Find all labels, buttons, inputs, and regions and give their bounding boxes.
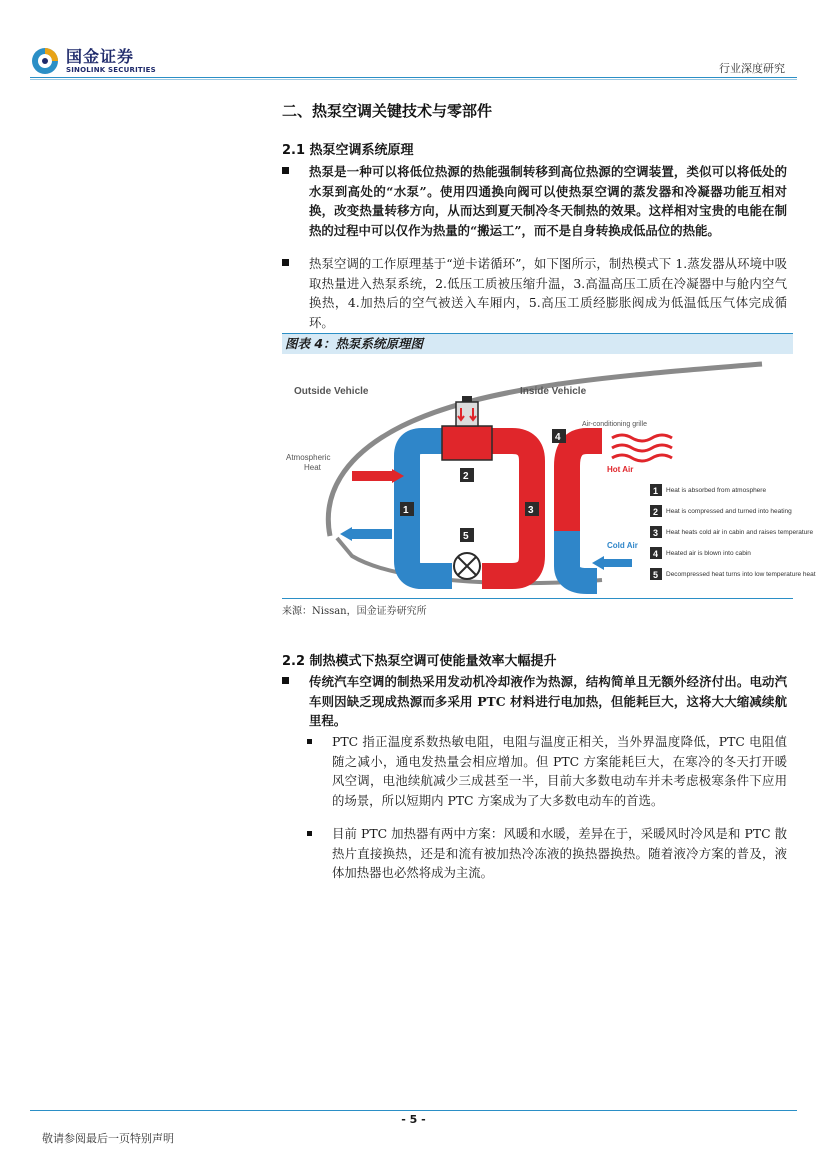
return-pipe [407, 561, 452, 576]
bullet-paragraph-principle [282, 254, 787, 332]
subsection-title-2-1: 2.1 热泵空调系统原理 [282, 143, 414, 158]
legend-text-1: Heat is absorbed from atmosphere [666, 487, 767, 494]
marker-3-label: 3 [528, 505, 534, 516]
logo-mark-icon [30, 46, 60, 76]
bullet-icon [282, 167, 289, 174]
legend-text-5: Decompressed heat turns into low temperature heat [666, 571, 816, 578]
company-logo [30, 44, 156, 78]
compressor-block [442, 426, 492, 460]
bullet-icon [282, 677, 289, 684]
bullet-paragraph-heatpump [282, 162, 787, 240]
inside-vehicle-label: Inside Vehicle [520, 386, 587, 397]
heat-pump-diagram [282, 356, 816, 596]
paragraph-text: 热泵是一种可以将低位热源的热能强制转移到高位热源的空调装置，类似可以将低处的水泵到高处的“水泵”。使用四通换向阀可以使热泵空调的蒸发器和冷凝器功能互相对换，改变热量转移方向，从而达到夏天制冷冬天制热的效果。这样相对宝贵的电能在制热的过程中可以仅作为热量的“搬运工”，而不是自身转换成低品位的热能。 [309, 164, 787, 238]
legend-num-4: 4 [653, 549, 659, 559]
logo-en: SINOLINK SECURITIES [66, 65, 156, 74]
paragraph-text: 传统汽车空调的制热采用发动机冷却液作为热源，结构简单且无额外经济付出。电动汽车则因缺乏现成热源而多采用 PTC 材料进行电加热，但能耗巨大，这将大大缩减续航里程。 [309, 674, 787, 728]
heat-wave-icon [612, 455, 672, 461]
legend-num-5: 5 [653, 570, 659, 580]
grille-label: Air-conditioning grille [582, 421, 647, 428]
cold-air-label: Cold Air [607, 541, 638, 550]
atmospheric-label: Atmospheric [286, 453, 331, 462]
condenser-pipe [442, 441, 532, 576]
marker-2-label: 2 [463, 471, 469, 482]
paragraph-text: 目前 PTC 加热器有两中方案：风暖和水暖，差异在于，采暖风时冷风是和 PTC 散热片直接换热，还是和流有被加热冷冻液的换热器换热。随着液冷方案的普及，液体加热器也必然将成为主流。 [332, 826, 787, 880]
legend-text-4: Heated air is blown into cabin [666, 550, 751, 557]
page-number: - 5 - [401, 1113, 426, 1126]
marker-1-label: 1 [403, 505, 409, 516]
hot-air-label: Hot Air [607, 465, 634, 474]
diagram-legend [650, 484, 816, 580]
report-type: 行业深度研究 [719, 62, 785, 75]
legend-text-3: Heat heats cold air in cabin and raises temperature [666, 529, 814, 536]
paragraph-text: 热泵空调的工作原理基于“逆卡诺循环”，如下图所示，制热模式下 1.蒸发器从环境中吸取热量进入热泵系统，2.低压工质被压缩升温，3.高温高压工质在冷凝器中与舱内空气换热，4.加热后的空气被送入车厢内，5.高压工质经膨胀阀成为低温低压气体完成循环。 [309, 256, 787, 330]
sub-bullet-ptc-definition [305, 732, 787, 810]
footer-divider [30, 1110, 797, 1111]
outside-vehicle-label: Outside Vehicle [294, 386, 369, 397]
legend-num-2: 2 [653, 507, 659, 517]
compressor-piston [456, 402, 478, 426]
figure-source: 来源：Nissan，国金证券研究所 [282, 606, 427, 617]
figure-bottom-rule [282, 598, 793, 599]
legend-num-1: 1 [653, 486, 659, 496]
heat-wave-icon [612, 435, 672, 441]
paragraph-text: PTC 指正温度系数热敏电阻，电阻与温度正相关，当外界温度降低，PTC 电阻值随之减小，通电发热量会相应增加。但 PTC 方案能耗巨大，在寒冷的冬天打开暖风空调，电池续航减少三成甚至一半，目前大多数电动车并未考虑极寒条件下应用的场景，所以短期内 PTC 方案成为了大多数电动车的首选。 [332, 734, 787, 808]
subsection-title-2-2: 2.2 制热模式下热泵空调可使能量效率大幅提升 [282, 654, 557, 669]
logo-cn: 国金证券 [66, 46, 135, 66]
bullet-icon [282, 259, 289, 266]
heat-wave-icon [612, 445, 672, 451]
bullet-paragraph-ptc [282, 672, 787, 731]
marker-4-label: 4 [555, 432, 561, 443]
header-divider [30, 77, 797, 78]
header-divider-thin [30, 79, 797, 80]
section-title: 二、热泵空调关键技术与零部件 [282, 102, 493, 120]
figure-title: 图表 4：热泵系统原理图 [285, 336, 424, 351]
compressor-cap [462, 396, 472, 402]
sub-bullet-icon [307, 831, 312, 836]
marker-5-label: 5 [463, 531, 469, 542]
footer-disclaimer: 敬请参阅最后一页特别声明 [42, 1132, 174, 1145]
left-arrow-icon [592, 556, 604, 570]
sub-bullet-ptc-schemes [305, 824, 787, 883]
cold-air-duct [567, 531, 597, 581]
left-arrow-icon [340, 527, 352, 541]
heat-label: Heat [304, 463, 321, 472]
legend-num-3: 3 [653, 528, 659, 538]
legend-text-2: Heat is compressed and turned into heating [666, 508, 792, 515]
evaporator-pipe [407, 441, 442, 561]
sub-bullet-icon [307, 739, 312, 744]
